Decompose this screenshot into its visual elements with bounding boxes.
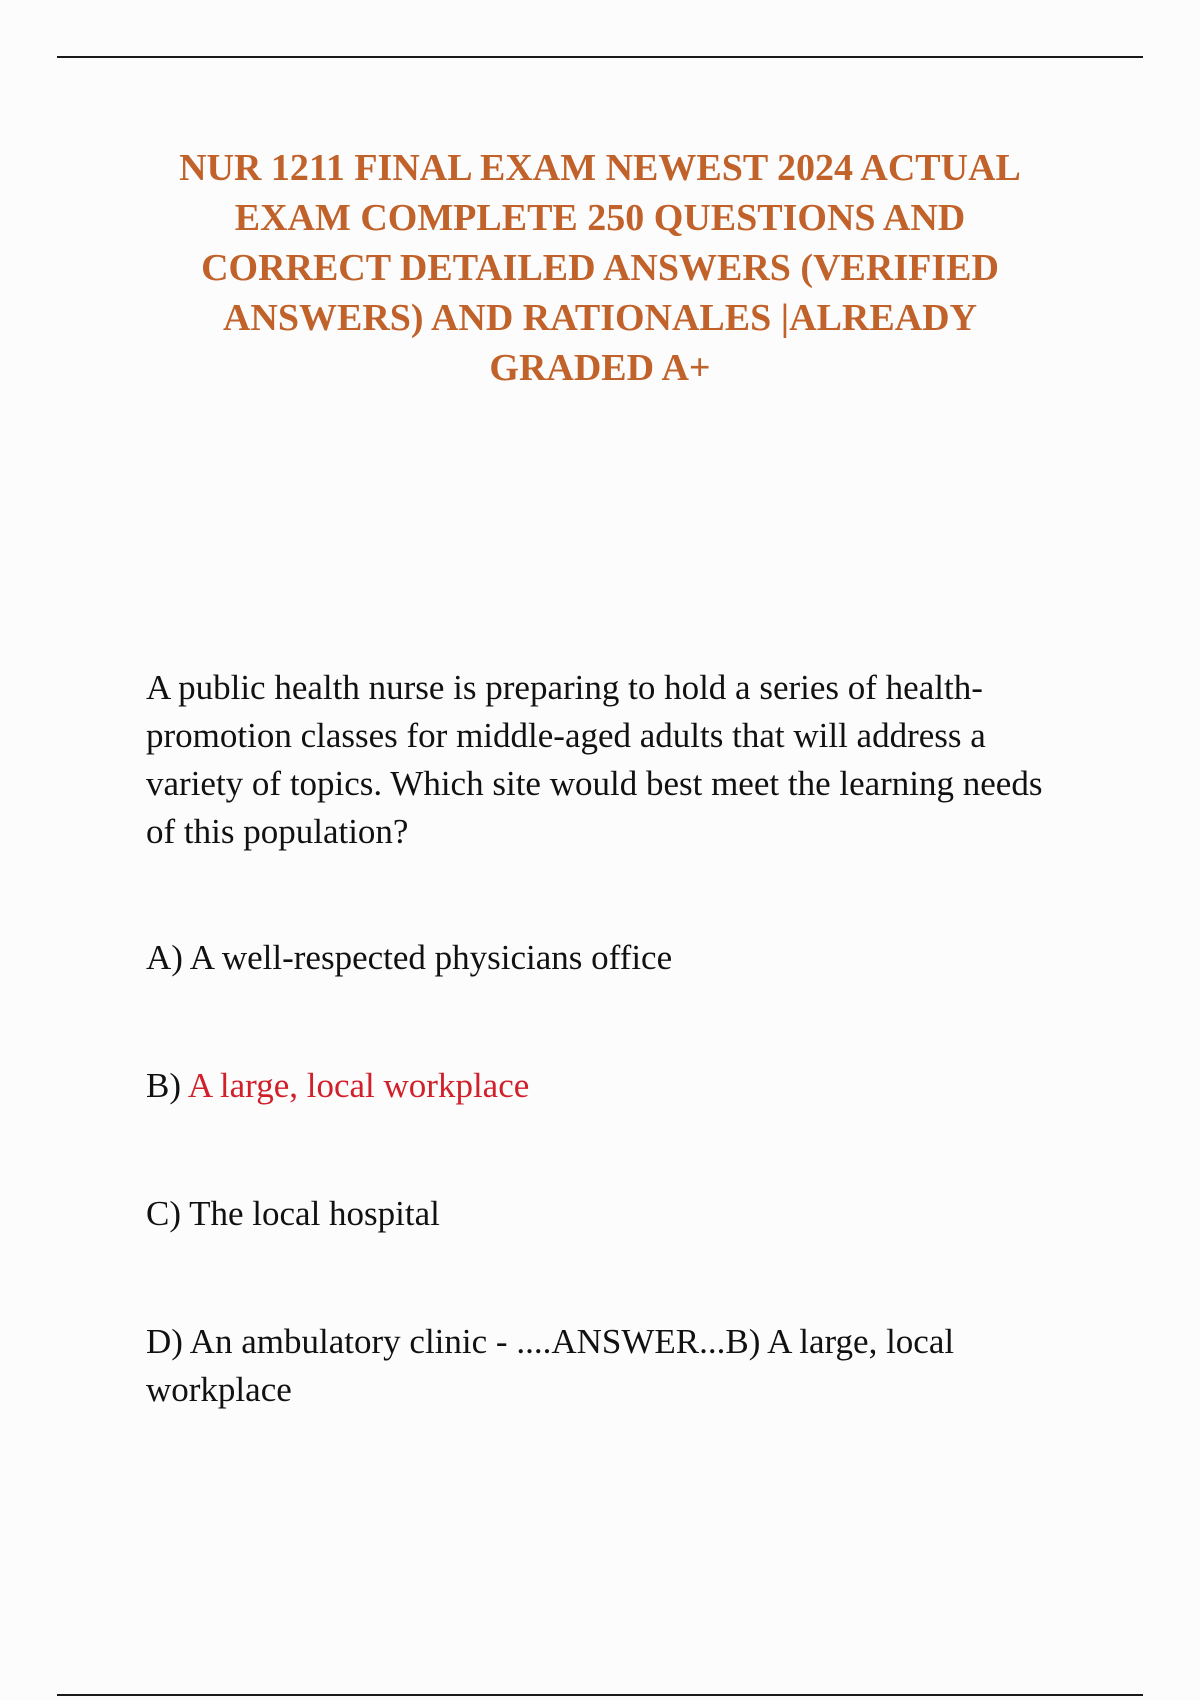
bottom-rule [57,1694,1143,1696]
option-text: The local hospital [189,1194,440,1233]
title-line: GRADED A+ [489,347,711,389]
option-text: A well-respected physicians office [189,938,673,977]
correct-option-text: A large, local workplace [187,1066,530,1105]
top-rule [57,56,1143,58]
answer-option-a [146,934,1066,982]
title-line: CORRECT DETAILED ANSWERS (VERIFIED [201,247,999,289]
document-title [110,143,1090,393]
option-prefix: B) [146,1066,188,1105]
option-prefix: A) [146,938,190,977]
answer-option-b [146,1062,1066,1110]
question-text: A public health nurse is preparing to hold a series of health-promotion classes for middle-aged adults that will address a variety of topics. Which site would best meet the learning needs of this population? [146,668,1043,851]
option-text: An ambulatory clinic - ....ANSWER...B) A large, local workplace [146,1322,955,1409]
option-prefix: C) [146,1194,190,1233]
answer-option-d [146,1318,1066,1414]
title-line: ANSWERS) AND RATIONALES |ALREADY [222,297,978,339]
title-line: EXAM COMPLETE 250 QUESTIONS AND [234,197,966,239]
answer-option-c [146,1190,1066,1238]
title-line: NUR 1211 FINAL EXAM NEWEST 2024 ACTUAL [179,147,1021,189]
option-prefix: D) [146,1322,190,1361]
